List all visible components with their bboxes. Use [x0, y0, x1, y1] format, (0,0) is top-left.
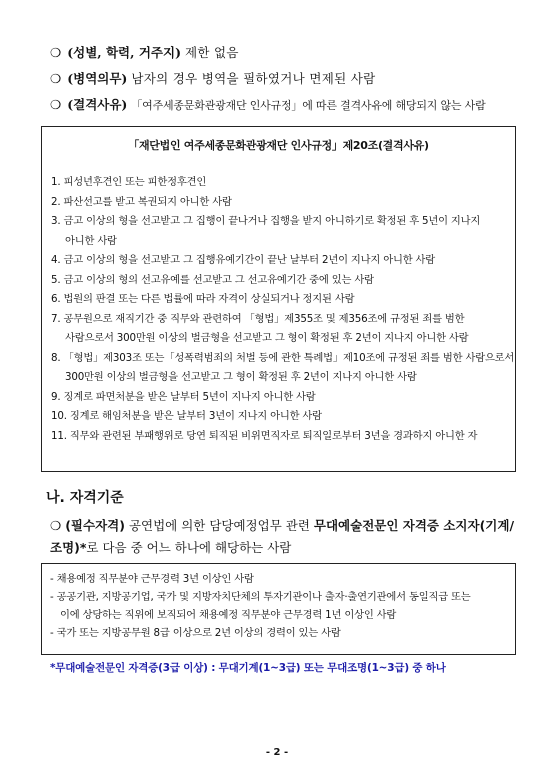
bullet-gender-education-residence: [50, 44, 239, 62]
rule-item: 6. 법원의 판결 또는 다른 법률에 따라 자격이 상실되거나 정지된 사람: [51, 293, 355, 305]
rule-item: 2. 파산선고를 받고 복권되지 아니한 사람: [51, 195, 232, 208]
rule-item: 11. 직무와 관련된 부패행위로 당연 퇴직된 비위면직자로 퇴직일로부터 3년을 경과하지 아니한 자: [51, 429, 478, 442]
experience-requirements-box: [41, 563, 516, 655]
circle-bullet-icon: ❍: [50, 518, 62, 533]
rule-item: 4. 금고 이상의 형을 선고받고 그 집행유예기간이 끝난 날부터 2년이 지나지 아니한 사람: [51, 254, 436, 266]
rule-item: 3. 금고 이상의 형을 선고받고 그 집행이 끝나거나 집행을 받지 아니하기로 확정된 후 5년이 지나지 아니한 사람: [51, 215, 481, 247]
bullet-military-service: [50, 70, 375, 88]
rule-item: 8. 「형법」제303조 또는「성폭력범죄의 처벌 등에 관한 특례법」제10조에 규정된 죄를 범한 사람으로서 300만원 이상의 벌금형을 선고받고 그 형이 확정된 후 2년이 지나지 아니한 사람: [51, 351, 515, 383]
bullet-text: 제한 없음: [184, 45, 239, 60]
circle-bullet-icon: ❍: [50, 97, 62, 112]
requirement-item: - 공공기관, 지방공기업, 국가 및 지방자치단체의 투자기관이나 출자·출연기관에서 동일직급 또는 이에 상당하는 직위에 보직되어 채용예정 직무분야 근무경력 1년 이상인 사람: [50, 591, 471, 621]
rule-item: 5. 금고 이상의 형의 선고유예를 선고받고 그 선고유예기간 중에 있는 사람: [51, 273, 374, 286]
circle-bullet-icon: ❍: [50, 45, 62, 60]
requirement-item: - 채용예정 직무분야 근무경력 3년 이상인 사람: [50, 573, 254, 585]
circle-bullet-icon: ❍: [50, 71, 62, 86]
rule-list: [51, 173, 513, 446]
bullet-head: (병역의무): [67, 71, 128, 86]
section-heading-qualifications: 나. 자격기준: [46, 490, 124, 506]
rule-item: 9. 징계로 파면처분을 받은 날부터 5년이 지나지 아니한 사람: [51, 390, 316, 403]
requirement-item: - 국가 또는 지방공무원 8급 이상으로 2년 이상의 경력이 있는 사람: [50, 627, 341, 639]
qualification-bold-text: 무대예술전문인 자격증 소지자(기계/조명)*: [50, 518, 515, 555]
bullet-disqualification: [50, 96, 486, 115]
rule-item: 1. 피성년후견인 또는 피한정후견인: [51, 176, 207, 188]
qualification-text-after: 로 다음 중 어느 하나에 해당하는 사람: [86, 540, 292, 555]
bullet-text: 「여주세종문화관광재단 인사규정」에 따른 결격사유에 해당되지 않는 사람: [131, 99, 486, 112]
page-number: - 2 -: [265, 747, 289, 758]
qualification-text-before: 공연법에 의한 담당예정업무 관련: [128, 518, 310, 533]
rule-item: 7. 공무원으로 재직기간 중 직무와 관련하여 「형법」제355조 및 제356조에 규정된 죄를 범한 사람으로서 300만원 이상의 벌금형을 선고받고 그 형이 확정된 후 2년이 지나지 아니한 사람: [51, 312, 469, 344]
bullet-text: 남자의 경우 병역을 필하였거나 면제된 사람: [131, 71, 376, 86]
certificate-footnote: *무대예술전문인 자격증(3급 이상) : 무대기계(1~3급) 또는 무대조명(1~3급) 중 하나: [50, 662, 446, 674]
qualification-head: (필수자격): [65, 518, 125, 533]
required-qualification: [50, 515, 520, 559]
bullet-head: (결격사유): [67, 97, 128, 112]
bullet-head: (성별, 학력, 거주지): [67, 45, 181, 60]
rule-box-title: 「재단법인 여주세종문화관광재단 인사규정」제20조(결격사유): [128, 139, 429, 152]
disqualification-rule-box: [41, 126, 516, 472]
rule-item: 10. 징계로 해임처분을 받은 날부터 3년이 지나지 아니한 사람: [51, 410, 322, 422]
